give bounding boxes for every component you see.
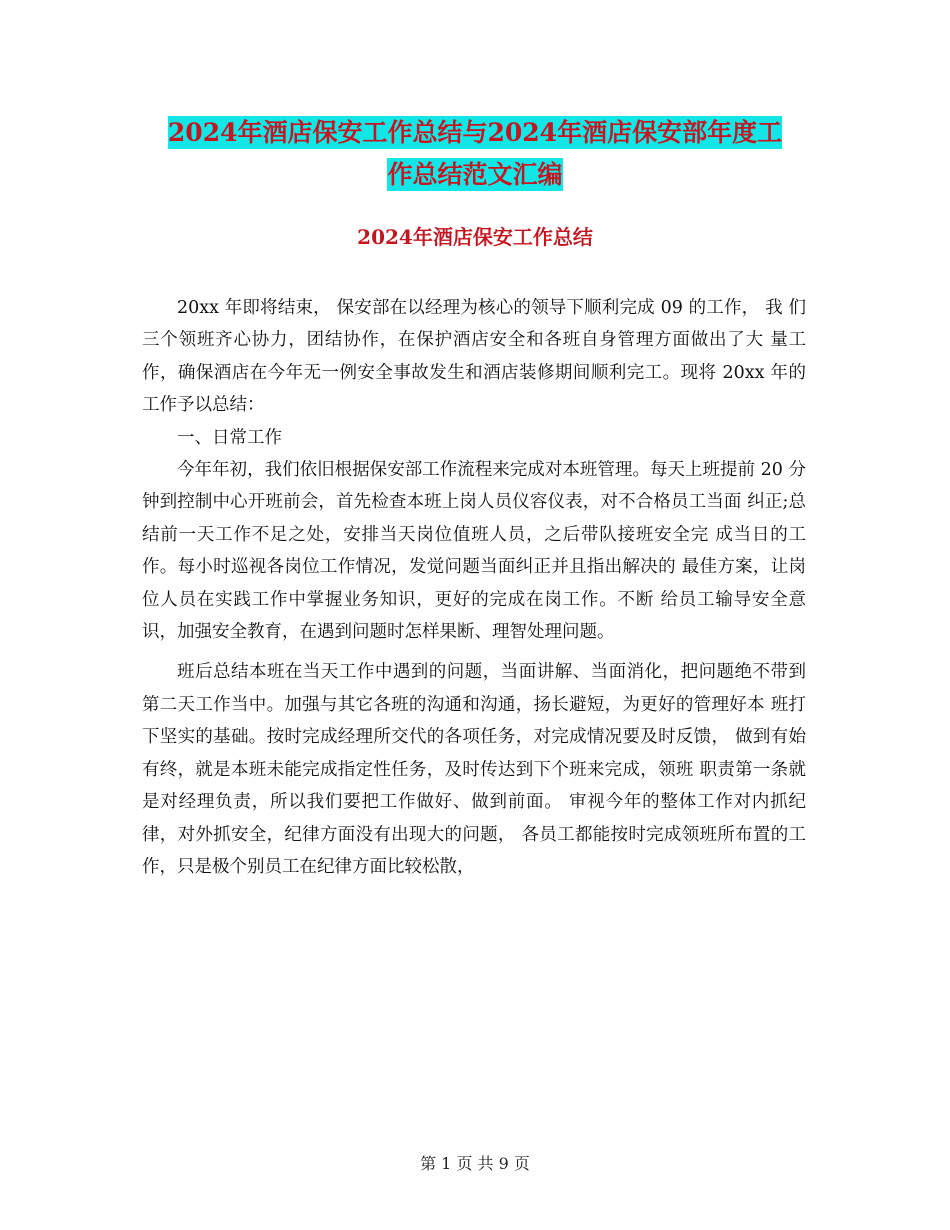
title-line-1: 2024年酒店保安工作总结与2024年酒店保安部年度工 xyxy=(167,118,783,147)
document-title xyxy=(0,112,950,196)
paragraph-intro: 20xx 年即将结束， 保安部在以经理为核心的领导下顺利完成 09 的工作， 我 们三个领班齐心协力，团结协作，在保护酒店安全和各班自身管理方面做出了大 量工作，确保酒店在今年无一例安全事故发生和酒店装修期间顺利完工。现将 20xx 年的工作予以总结： xyxy=(142,298,806,416)
section-title: 2024年酒店保安工作总结 xyxy=(357,225,593,249)
document-body xyxy=(142,292,806,883)
paragraph-after-shift: 班后总结本班在当天工作中遇到的问题，当面讲解、当面消化，把问题绝不带到 第二天工作当中。加强与其它各班的沟通和沟通，扬长避短，为更好的管理好本 班打下坚实的基础。按时完成经理所交代的各项任务，对完成情况要及时反馈， 做到有始有终，就是本班未能完成指定性任务，及时传达到下个班来完成，领班 职责第一条就是对经理负责，所以我们要把工作做好、做到前面。 审视今年的整体工作对内抓纪律，对外抓安全，纪律方面没有出现大的问题， 各员工都能按时完成领班所布置的工作，只是极个别员工在纪律方面比较松散， xyxy=(142,662,806,877)
heading-daily-work: 一、日常工作 xyxy=(177,427,282,448)
page-footer: 第 1 页 共 9 页 xyxy=(420,1154,530,1173)
paragraph-daily-work: 今年年初，我们依旧根据保安部工作流程来完成对本班管理。每天上班提前 20 分钟到控制中心开班前会，首先检查本班上岗人员仪容仪表，对不合格员工当面 纠正;总结前一天工作不足之处，安排当天岗位值班人员，之后带队接班安全完 成当日的工作。每小时巡视各岗位工作情况，发觉问题当面纠正并且指出解决的 最佳方案，让岗位人员在实践工作中掌握业务知识，更好的完成在岗工作。不断 给员工输导安全意识，加强安全教育，在遇到问题时怎样果断、理智处理问题。 xyxy=(142,460,806,643)
title-line-2: 作总结范文汇编 xyxy=(387,160,563,189)
